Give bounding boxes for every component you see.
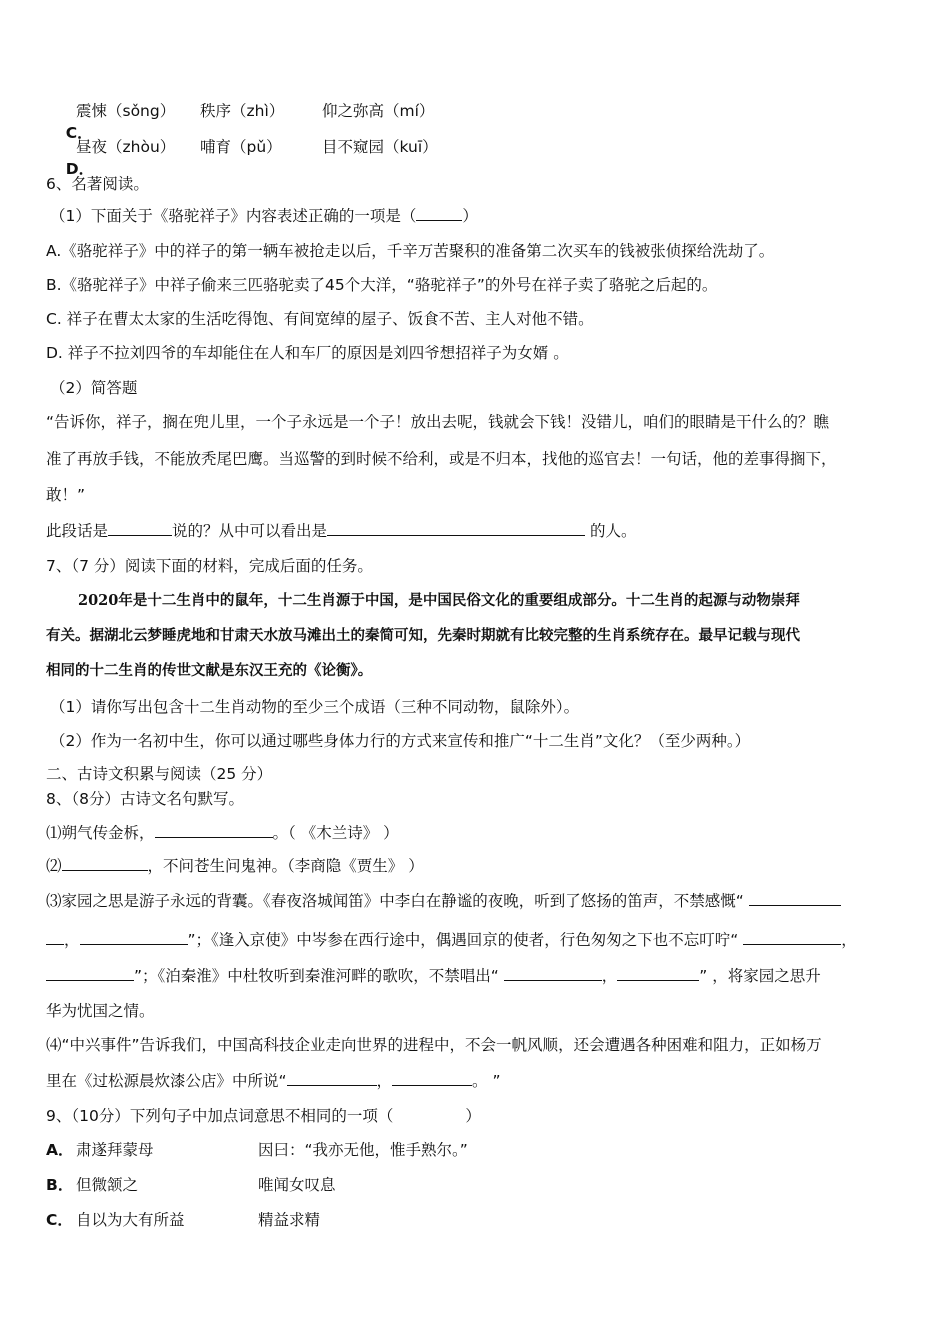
- q8-line-2: [46, 855, 424, 877]
- answer-blank[interactable]: [62, 856, 148, 871]
- q6-option-d: D. 祥子不拉刘四爷的车却能住在人和车厂的原因是刘四爷想招祥子为女婿 。: [46, 344, 569, 362]
- q9-option-a-right: 因曰：“我亦无他，惟手熟尔。”: [258, 1141, 468, 1159]
- answer-blank[interactable]: [155, 823, 273, 838]
- answer-blank[interactable]: [108, 521, 172, 536]
- q6-quote-line-1: “告诉你，祥子，搁在兜儿里，一个子永远是一个子！放出去呢，钱就会下钱！没错儿，咱们的眼睛是干什么的？瞧: [46, 413, 830, 431]
- q7-title: 7、（7 分）阅读下面的材料，完成后面的任务。: [46, 557, 373, 575]
- q9-option-b-left: 但微颔之: [76, 1176, 139, 1194]
- q9-option-b-label: [46, 1174, 77, 1196]
- q8-title: 8、（8分）古诗文名句默写。: [46, 790, 244, 808]
- q8-line-5-c: ，: [601, 967, 618, 985]
- q8-line-8-b: ，: [376, 1072, 393, 1090]
- q5-option-c-item-2: 秩序（zhì）: [200, 102, 285, 120]
- q6-option-b: B.《骆驼祥子》中祥子偷来三匹骆驼卖了45个大洋，“骆驼祥子”的外号在祥子卖了骆驼之后起的。: [46, 276, 718, 294]
- q7-material-line-1: 2020年是十二生肖中的鼠年，十二生肖源于中国，是中国民俗文化的重要组成部分。十二生肖的起源与动物崇拜: [78, 592, 800, 609]
- answer-blank[interactable]: [504, 966, 602, 981]
- q6-option-a: A.《骆驼祥子》中的祥子的第一辆车被抢走以后，千辛万苦聚积的准备第二次买车的钱被张侦探给洗劫了。: [46, 242, 775, 260]
- section-heading: 二、古诗文积累与阅读（25 分）: [46, 765, 273, 783]
- q8-line-8: [46, 1070, 501, 1092]
- answer-blank[interactable]: [80, 930, 188, 945]
- q8-line-6: 华为忧国之情。: [46, 1002, 155, 1020]
- answer-blank[interactable]: [416, 206, 462, 221]
- answer-blank[interactable]: [46, 966, 134, 981]
- q8-line-2-num: ⑵: [46, 857, 62, 875]
- q9-option-a-left: 肃遂拜蒙母: [76, 1141, 154, 1159]
- answer-blank[interactable]: [392, 1071, 472, 1086]
- q9-title-text: 9、（10分）下列句子中加点词意思不相同的一项（: [46, 1107, 394, 1125]
- q9-option-a-label: [46, 1139, 78, 1161]
- q7-material-line-2: 有关。据湖北云梦睡虎地和甘肃天水放马滩出土的秦简可知，先秦时期就有比较完整的生肖系统存在。最早记载与现代: [46, 627, 800, 644]
- option-label: D．: [65, 160, 95, 178]
- q5-option-d-item-2: 哺育（pǔ）: [200, 138, 282, 156]
- q7-sub1: （1）请你写出包含十二生肖动物的至少三个成语（三种不同动物，鼠除外）。: [50, 698, 580, 716]
- q9-option-c-label: [46, 1209, 77, 1231]
- q6-quote-line-3: 敢！”: [46, 486, 86, 504]
- q6-answer-b: 说的？从中可以看出是: [172, 522, 328, 540]
- q5-option-d-item-3: 目不窥园（kuī）: [322, 138, 438, 156]
- q6-sub1-end: ）: [462, 207, 478, 225]
- option-label: B．: [46, 1176, 74, 1194]
- answer-blank[interactable]: [46, 930, 64, 945]
- q8-line-4-c: ，: [841, 931, 857, 949]
- q6-answer-a: 此段话是: [46, 522, 109, 540]
- q6-sub1-text: （1）下面关于《骆驼祥子》内容表述正确的一项是（: [50, 207, 417, 225]
- q6-quote-line-2: 准了再放手钱，不能放秃尾巴鹰。当巡警的到时候不给利，或是不归本，找他的巡官去！一句话，他的差事得搁下，: [46, 450, 837, 468]
- q8-line-8-c: 。 ”: [472, 1072, 501, 1090]
- q9-title-end: ）: [465, 1107, 481, 1125]
- q9-option-c-right: 精益求精: [258, 1211, 321, 1229]
- q8-line-1: [46, 822, 399, 844]
- q7-material-line-3: 相同的十二生肖的传世文献是东汉王充的《论衡》。: [46, 662, 373, 679]
- q7-sub2: （2）作为一名初中生，你可以通过哪些身体力行的方式来宣传和推广“十二生肖”文化？（至少两种。）: [50, 732, 751, 750]
- q8-line-3: [46, 890, 841, 912]
- q8-line-5: [46, 965, 821, 987]
- answer-blank[interactable]: [743, 930, 841, 945]
- q8-line-5-d: ” ，将家园之思升: [699, 967, 821, 985]
- answer-blank[interactable]: [327, 521, 585, 536]
- q6-option-c: C. 祥子在曹太太家的生活吃得饱、有间宽绰的屋子、饭食不苦、主人对他不错。: [46, 310, 594, 328]
- q6-answer-c: 的人。: [585, 522, 637, 540]
- q9-title: [46, 1105, 481, 1127]
- q6-sub2: （2）简答题: [50, 379, 138, 397]
- q6-sub1: [50, 205, 478, 227]
- q6-answer: [46, 520, 636, 542]
- q9-option-b-right: 唯闻女叹息: [258, 1176, 336, 1194]
- q8-line-4: [46, 929, 857, 951]
- q6-title: 6、名著阅读。: [46, 175, 149, 193]
- q8-line-2-b: ，不问苍生问鬼神。（李商隐《贾生》 ）: [147, 857, 424, 875]
- answer-blank[interactable]: [287, 1071, 377, 1086]
- q8-line-3-a: ⑶家园之思是游子永远的背囊。《春夜洛城闻笛》中李白在静谧的夜晚，听到了悠扬的笛声，不禁感慨“: [46, 892, 749, 910]
- option-label: C．: [46, 1211, 73, 1229]
- q8-line-4-comma: ，: [64, 931, 80, 949]
- option-label: A．: [46, 1141, 74, 1159]
- q8-line-8-a: 里在《过松源晨炊漆公店》中所说“: [46, 1072, 287, 1090]
- option-label: C．: [65, 124, 93, 142]
- q8-line-1-b: 。（ 《木兰诗》 ）: [272, 824, 399, 842]
- q8-line-4-b: ”；《逢入京使》中岑参在西行途中，偶遇回京的使者，行色匆匆之下也不忘叮咛“: [187, 931, 744, 949]
- q8-line-5-b: ”；《泊秦淮》中杜牧听到秦淮河畔的歌吹，不禁唱出“: [134, 967, 504, 985]
- q5-option-c-item-3: 仰之弥高（mí）: [322, 102, 435, 120]
- answer-blank[interactable]: [749, 891, 841, 906]
- q5-option-d-item-1: 昼夜（zhòu）: [76, 138, 176, 156]
- q9-option-c-left: 自以为大有所益: [76, 1211, 185, 1229]
- answer-blank[interactable]: [617, 966, 699, 981]
- q5-option-c-item-1: 震悚（sǒng）: [76, 102, 176, 120]
- q8-line-1-a: ⑴朔气传金柝，: [46, 824, 155, 842]
- q8-line-7: ⑷“中兴事件”告诉我们，中国高科技企业走向世界的进程中，不会一帆风顺，还会遭遇各种困难和阻力，正如杨万: [46, 1036, 822, 1054]
